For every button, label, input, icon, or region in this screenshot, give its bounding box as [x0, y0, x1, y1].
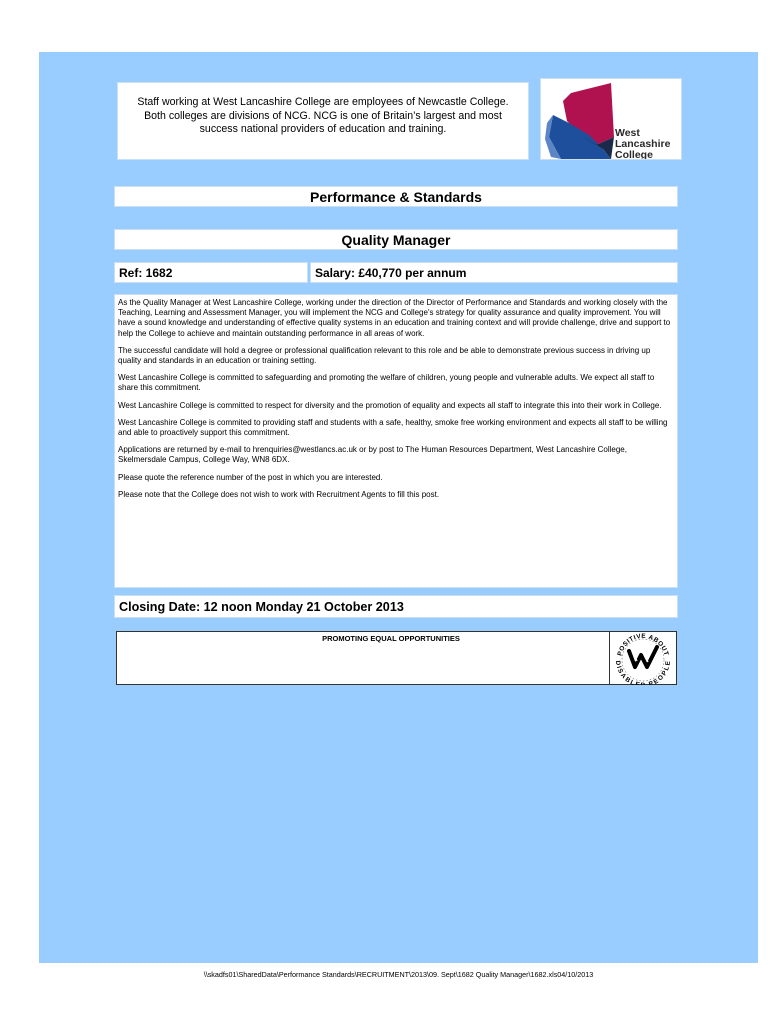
description-paragraph: Applications are returned by e-mail to hrenquiries@westlancs.ac.uk or by post to The Human Resources Department, West Lancashire College, Skelmersdale Campus, College Way, WN8 6DX. — [118, 445, 627, 465]
badge-bottom-text: DISABLE PEOPLE — [613, 660, 673, 685]
description-paragraph: West Lancashire College is commited to providing staff and students with a safe, healthy, smoke free working environment and expects all staff to be willing and able to proactively support this commitment. — [118, 417, 668, 438]
description-paragraph: Please note that the College does not wish to work with Recruitment Agents to fill this post. — [118, 489, 440, 499]
logo-line-1: West — [615, 127, 640, 139]
description-paragraph: Please quote the reference number of the post in which you are interested. — [118, 472, 383, 482]
logo-line-2: Lancashire — [615, 138, 671, 150]
svg-text:DISABLED PEOPLE — [614, 660, 672, 685]
intro-line-1: Staff working at West Lancashire College are employees of Newcastle College. — [137, 96, 509, 108]
positive-about-disabled-people-icon — [610, 631, 676, 685]
disability-badge — [609, 631, 676, 685]
description-paragraph: The successful candidate will hold a degree or professional qualification relevant to this role and be able to demonstrate previous success in driving up quality and standards in an education or training setting. — [118, 345, 651, 366]
intro-line-3: success national providers of education and training. — [199, 123, 447, 135]
college-logo-wordmark — [615, 128, 670, 160]
description-paragraph: West Lancashire College is committed to respect for diversity and the promotion of equality and expects all staff to integrate this into their work in College. — [118, 400, 662, 410]
college-logo — [540, 78, 682, 160]
job-description — [114, 294, 678, 588]
badge-top-text: POSITIVE ABOUT — [616, 632, 670, 657]
intro-box — [117, 82, 529, 160]
department-heading: Performance & Standards — [114, 186, 678, 207]
equal-opportunities-title: PROMOTING EQUAL OPPORTUNITIES — [322, 634, 460, 643]
logo-line-3: College — [615, 149, 653, 160]
closing-date: Closing Date: 12 noon Monday 21 October 2013 — [114, 595, 678, 618]
reference-number: Ref: 1682 — [114, 262, 308, 283]
svg-text:POSITIVE ABOUT — [616, 633, 669, 657]
salary: Salary: £40,770 per annum — [310, 262, 678, 283]
job-title: Quality Manager — [114, 229, 678, 250]
intro-line-2: Both colleges are divisions of NCG. NCG is one of Britain’s largest and most — [144, 109, 502, 122]
footer-file-path: \\skadfs01\SharedData\Performance Standards\RECRUITMENT\2013\09. Sept\1682 Quality Manager\1682.xls04/10/2013 — [203, 970, 594, 979]
equal-opportunities-box — [116, 631, 677, 685]
description-paragraph: West Lancashire College is committed to safeguarding and promoting the welfare of children, young people and vulnerable adults. We expect all staff to share this commitment. — [118, 373, 655, 393]
description-paragraph: As the Quality Manager at West Lancashire College, working under the direction of the Director of Performance and Standards and working closely with the Teaching, Learning and Assessment Manager, you will implement the NCG and College's strategy for quality assurance and quality improvement. You will have a sound knowledge and understanding of effective quality systems in an education and training context and will provide challenge, drive and support to help the College to achieve and maintain outstanding performance in all areas of work. — [118, 298, 671, 338]
